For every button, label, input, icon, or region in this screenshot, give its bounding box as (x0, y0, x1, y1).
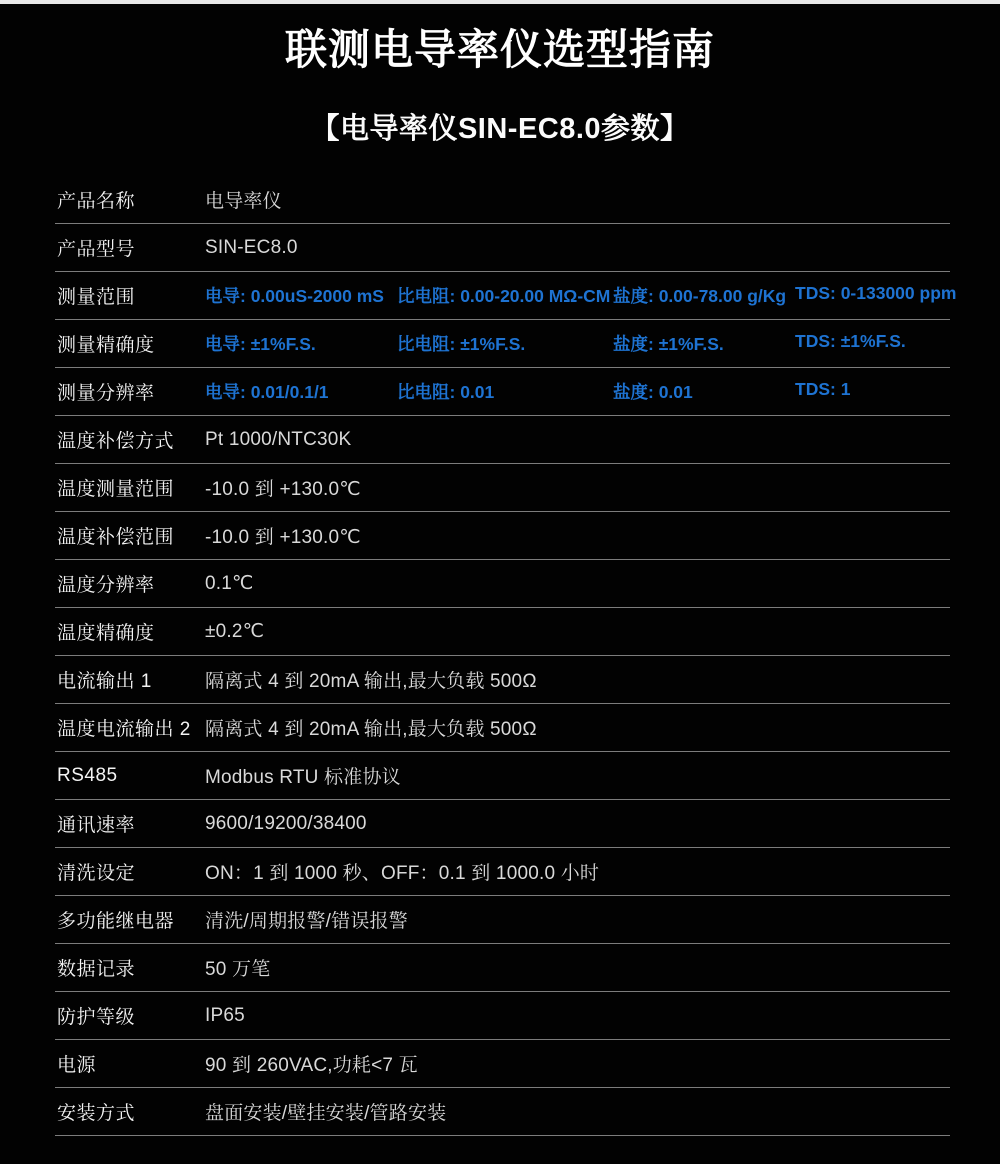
row-label: 安装方式 (57, 1103, 136, 1125)
row-value: Modbus RTU 标准协议 (205, 767, 401, 789)
row-value-segment: 比电阻: 0.00-20.00 MΩ-CM (397, 286, 611, 307)
row-value: 清洗/周期报警/错误报警 (205, 911, 408, 933)
row-label: 温度补偿方式 (57, 431, 175, 453)
row-value: 90 到 260VAC,功耗<7 瓦 (205, 1055, 418, 1077)
row-value: -10.0 到 +130.0℃ (205, 527, 361, 549)
table-row (55, 416, 950, 464)
row-value-segment: 盐度: ±1%F.S. (613, 334, 724, 355)
table-row (55, 992, 950, 1040)
row-label: 电流输出 1 (57, 671, 152, 693)
table-row (55, 1088, 950, 1136)
row-value: IP65 (205, 1004, 245, 1026)
table-row (55, 272, 957, 320)
table-row (55, 896, 950, 944)
row-value: ON：1 到 1000 秒、OFF：0.1 到 1000.0 小时 (205, 863, 600, 885)
table-row (55, 944, 950, 992)
row-value: 50 万笔 (205, 959, 271, 981)
page-title: 联测电导率仪选型指南 (284, 26, 715, 73)
spec-table (55, 176, 957, 1136)
row-label: 防护等级 (57, 1007, 136, 1029)
row-value: SIN-EC8.0 (205, 236, 298, 258)
row-value-segment: 比电阻: ±1%F.S. (397, 334, 526, 355)
row-label: 测量精确度 (57, 335, 155, 357)
table-row (55, 608, 950, 656)
table-row (55, 368, 950, 416)
top-strip (0, 0, 1000, 4)
row-label: 多功能继电器 (57, 911, 175, 933)
row-label: 温度电流输出 2 (57, 719, 191, 741)
row-label: 数据记录 (57, 959, 136, 981)
row-label: 温度分辨率 (57, 575, 155, 597)
row-value-segment: TDS: 0-133000 ppm (795, 283, 957, 304)
row-label: 电源 (57, 1055, 97, 1077)
row-value: 盘面安装/壁挂安装/管路安装 (205, 1103, 447, 1125)
table-row (55, 800, 950, 848)
row-value: ±0.2℃ (205, 621, 265, 643)
row-value-segment: 电导: ±1%F.S. (205, 334, 316, 355)
row-value-segment: 电导: 0.01/0.1/1 (205, 382, 329, 403)
row-label: 清洗设定 (57, 863, 136, 885)
row-label: 通讯速率 (57, 815, 136, 837)
row-value-segment: 盐度: 0.00-78.00 g/Kg (613, 286, 787, 307)
table-row (55, 656, 950, 704)
row-label: 产品型号 (57, 239, 136, 261)
row-value-segment: 比电阻: 0.01 (397, 382, 495, 403)
row-value-segment: TDS: 1 (795, 379, 851, 400)
row-value: 电导率仪 (205, 191, 282, 213)
row-value-group (205, 283, 957, 308)
row-label: 温度精确度 (57, 623, 155, 645)
row-label: 温度补偿范围 (57, 527, 175, 549)
table-row (55, 464, 950, 512)
row-label: RS485 (57, 764, 118, 786)
row-value-segment: 盐度: 0.01 (613, 382, 693, 403)
row-label: 温度测量范围 (57, 479, 175, 501)
row-value-segment: 电导: 0.00uS-2000 mS (205, 286, 384, 307)
row-value: 隔离式 4 到 20mA 输出,最大负载 500Ω (205, 671, 537, 693)
row-label: 测量范围 (57, 287, 136, 309)
row-label: 产品名称 (57, 191, 136, 213)
table-row (55, 512, 950, 560)
table-row (55, 224, 950, 272)
row-value-group (205, 331, 950, 356)
row-value: -10.0 到 +130.0℃ (205, 479, 361, 501)
page-subtitle: 【电导率仪SIN-EC8.0参数】 (310, 113, 690, 146)
row-value-segment: TDS: ±1%F.S. (795, 331, 906, 352)
row-value: 0.1℃ (205, 573, 254, 595)
table-row (55, 752, 950, 800)
table-row (55, 560, 950, 608)
table-row (55, 176, 950, 224)
table-row (55, 320, 950, 368)
row-label: 测量分辨率 (57, 383, 155, 405)
table-row (55, 848, 950, 896)
row-value-group (205, 379, 950, 404)
row-value: 9600/19200/38400 (205, 812, 367, 834)
table-row (55, 1040, 950, 1088)
table-row (55, 704, 950, 752)
row-value: Pt 1000/NTC30K (205, 428, 352, 450)
row-value: 隔离式 4 到 20mA 输出,最大负载 500Ω (205, 719, 537, 741)
